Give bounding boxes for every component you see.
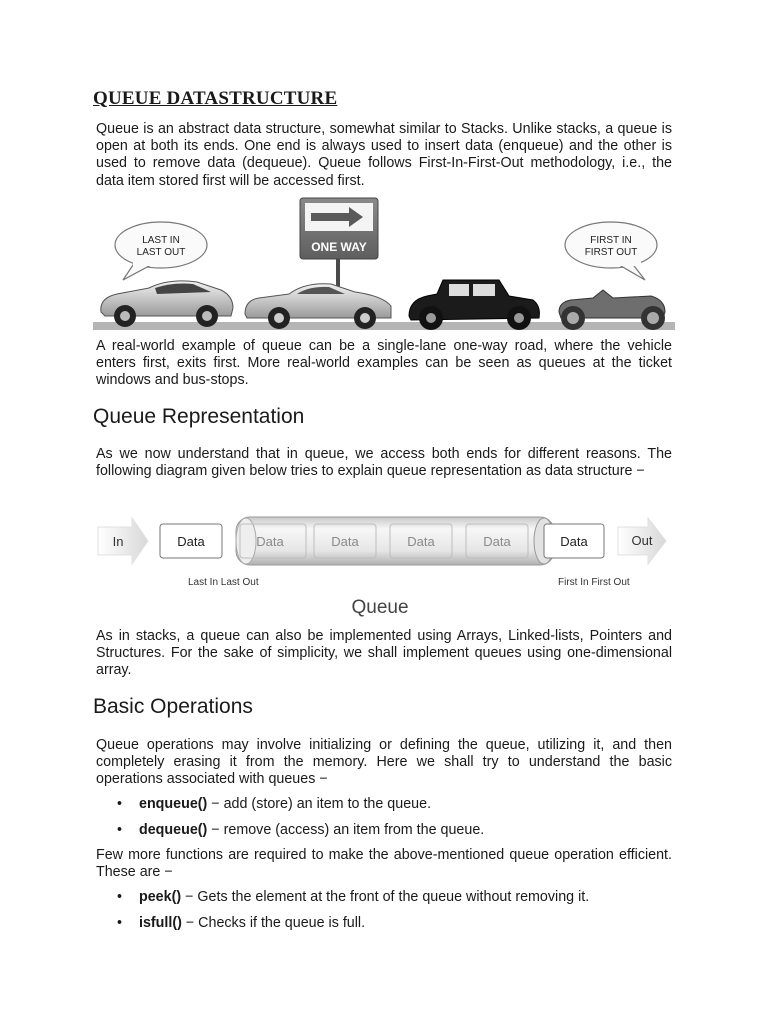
basic-operations-list-2 <box>96 822 672 839</box>
operation-name: peek() <box>139 889 182 905</box>
operation-description: − add (store) an item to the queue. <box>207 796 432 812</box>
representation-paragraph: As we now understand that in queue, we access both ends for different reasons. The following diagram given below tries to explain queue representation as data structure − <box>96 446 672 480</box>
list-item <box>96 822 672 839</box>
operation-description: − remove (access) an item from the queue. <box>207 822 485 838</box>
basic-operations-list <box>96 796 672 813</box>
in-arrow <box>98 518 148 564</box>
data-cell-1-label: Data <box>177 534 205 549</box>
out-arrow <box>618 518 666 564</box>
one-way-sign <box>300 198 378 294</box>
basic-operations-heading: Basic Operations <box>93 695 253 718</box>
list-item <box>96 915 672 932</box>
operation-description: − Checks if the queue is full. <box>181 915 366 931</box>
data-cell-2-label: Data <box>256 534 284 549</box>
bubble-left-line2: LAST OUT <box>136 247 186 258</box>
operation-description: − Gets the element at the front of the queue without removing it. <box>181 889 590 905</box>
real-world-paragraph: A real-world example of queue can be a single-lane one-way road, where the vehicle enters first, exits first. More real-world examples can be seen as queues at the ticket windows and bus-stops. <box>96 338 672 389</box>
intro-paragraph: Queue is an abstract data structure, somewhat similar to Stacks. Unlike stacks, a queue is open at both its ends. One end is always used to insert data (enqueue) and the other is used to remove data (dequeue). Queue follows First-In-First-Out methodology, i.e., the data item stored first will be accessed first. <box>96 121 672 189</box>
bubble-left-line1: LAST IN <box>142 235 180 246</box>
queue-representation-heading: Queue Representation <box>93 405 305 428</box>
operation-name: enqueue() <box>139 796 208 812</box>
bullet-icon: • <box>117 796 123 812</box>
out-label: Out <box>631 533 653 548</box>
bubble-right-line2: FIRST OUT <box>584 247 638 258</box>
more-operations-list <box>96 889 672 906</box>
queue-diagram <box>96 512 672 624</box>
more-operations-list-2 <box>96 915 672 932</box>
list-item <box>96 796 672 813</box>
sports-car <box>101 281 233 327</box>
in-label: In <box>112 534 124 549</box>
first-in-first-out-caption: First In First Out <box>558 577 630 588</box>
one-way-road-illustration <box>93 196 675 334</box>
last-in-last-out-caption: Last In Last Out <box>188 577 259 588</box>
operations-paragraph: Queue operations may involve initializing or defining the queue, utilizing it, and then completely erasing it from the memory. Here we shall try to understand the basic operations associated with queues − <box>96 737 672 788</box>
more-functions-paragraph: Few more functions are required to make the above-mentioned queue operation efficient. These are − <box>96 847 672 881</box>
speech-bubble-left <box>115 222 207 280</box>
data-cell-4-label: Data <box>407 534 435 549</box>
data-cell-3-label: Data <box>331 534 359 549</box>
road <box>93 322 675 330</box>
data-cell-5-label: Data <box>483 534 511 549</box>
queue-caption: Queue <box>351 597 409 618</box>
page-title: QUEUE DATASTRUCTURE <box>93 88 338 109</box>
operation-name: dequeue() <box>139 822 208 838</box>
bubble-right-line1: FIRST IN <box>590 235 632 246</box>
implementation-paragraph: As in stacks, a queue can also be implemented using Arrays, Linked-lists, Pointers and Structures. For the sake of simplicity, we shall implement queues using one-dimensional array. <box>96 628 672 679</box>
data-cell-6-label: Data <box>560 534 588 549</box>
sign-text: ONE WAY <box>311 240 367 254</box>
list-item <box>96 889 672 906</box>
speech-bubble-right <box>565 222 657 280</box>
operation-name: isfull() <box>139 915 182 931</box>
bullet-icon: • <box>117 822 123 838</box>
bullet-icon: • <box>117 915 123 931</box>
bullet-icon: • <box>117 889 123 905</box>
